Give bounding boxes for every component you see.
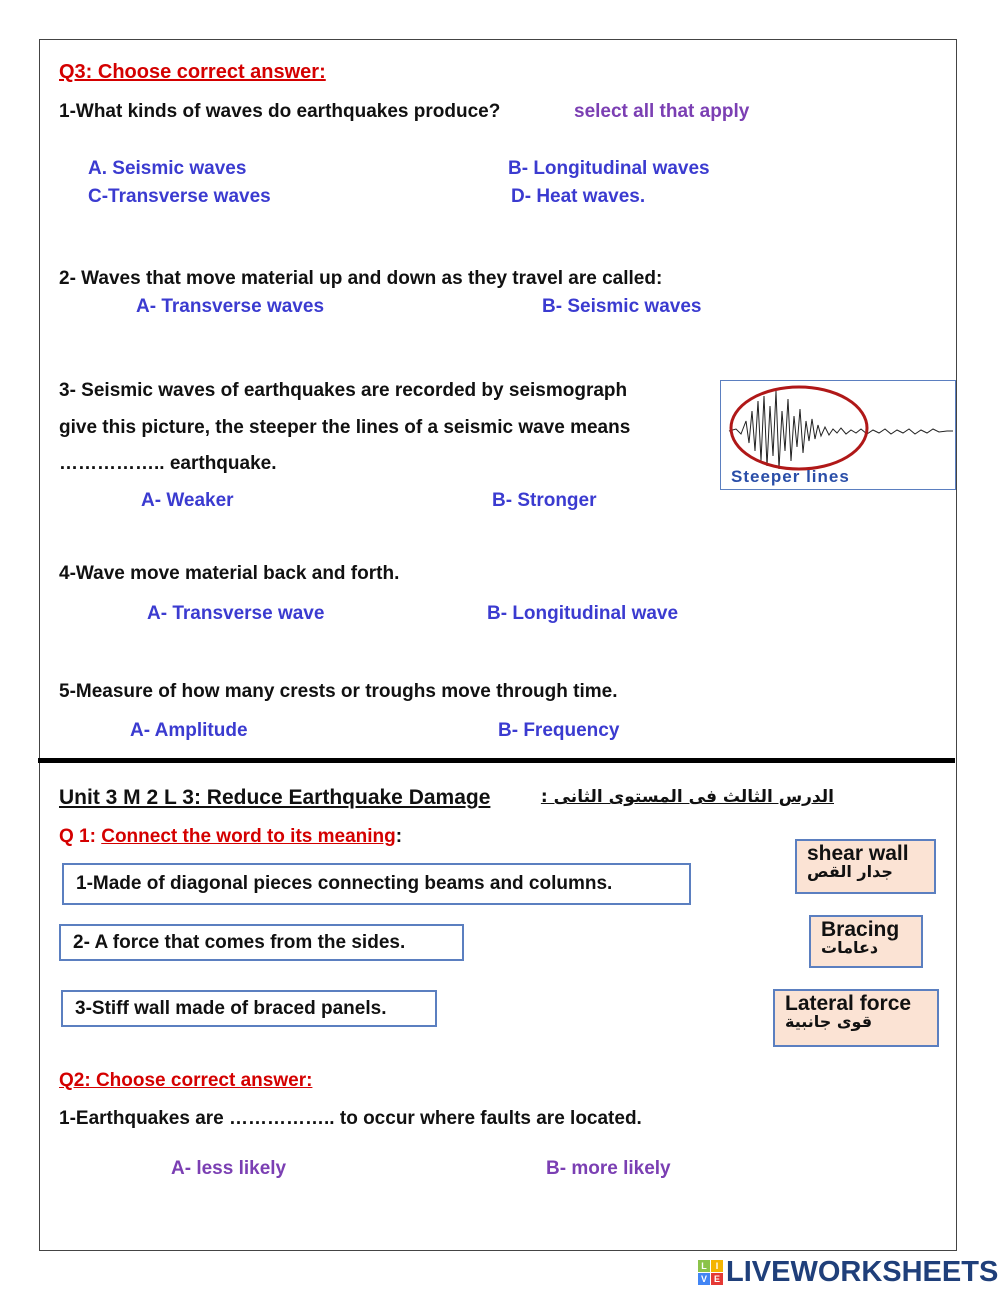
q1-instruction: Connect the word to its meaning [101, 826, 396, 847]
q2-heading: Q2: Choose correct answer: [59, 1070, 313, 1091]
q3-1-question: 1-What kinds of waves do earthquakes produce? [59, 101, 501, 122]
word-english: Bracing [821, 918, 900, 941]
q3-2-option-a[interactable]: A- Transverse waves [136, 296, 325, 317]
q3-3-question-line3: …………….. earthquake. [59, 453, 277, 474]
word-card-bracing[interactable] [809, 915, 923, 968]
word-english: Lateral force [785, 992, 912, 1015]
q1-connect-heading [59, 826, 402, 848]
unit-title: Unit 3 M 2 L 3: Reduce Earthquake Damage [59, 786, 491, 809]
definition-text: 2- A force that comes from the sides. [73, 931, 406, 953]
q3-heading: Q3: Choose correct answer: [59, 61, 326, 83]
q3-1-option-d[interactable]: D- Heat waves. [511, 186, 646, 207]
logo-mark-icon [698, 1260, 723, 1285]
q1-colon: : [395, 826, 403, 847]
q1-label: Q 1: [59, 826, 96, 847]
word-arabic: جدار القص [807, 862, 893, 881]
q3-2-question: 2- Waves that move material up and down as they travel are called: [59, 268, 663, 289]
q3-3-question-line2: give this picture, the steeper the lines of a seismic wave means [59, 417, 631, 438]
word-english: shear wall [807, 842, 909, 865]
seismograph-image [720, 380, 956, 490]
word-card-lateral-force[interactable] [773, 989, 939, 1047]
logo-mark-letter: L [698, 1260, 710, 1272]
seismograph-caption: Steeper lines [731, 467, 850, 486]
section-divider [38, 758, 955, 763]
definition-text: 3-Stiff wall made of braced panels. [75, 997, 387, 1019]
q3-3-option-b[interactable]: B- Stronger [492, 490, 597, 511]
logo-mark-letter: I [711, 1260, 723, 1272]
definition-box-1[interactable] [62, 863, 691, 905]
q3-2-option-b[interactable]: B- Seismic waves [542, 296, 702, 317]
q3-1-option-b[interactable]: B- Longitudinal waves [508, 158, 710, 179]
word-arabic: دعامات [821, 938, 879, 957]
logo-mark-letter: V [698, 1273, 710, 1285]
q3-4-question: 4-Wave move material back and forth. [59, 563, 400, 584]
q2-1-question: 1-Earthquakes are …………….. to occur where faults are located. [59, 1108, 642, 1129]
q3-1-option-a[interactable]: A. Seismic waves [88, 158, 247, 179]
q3-3-question-line1: 3- Seismic waves of earthquakes are recorded by seismograph [59, 380, 628, 401]
definition-text: 1-Made of diagonal pieces connecting beams and columns. [76, 873, 613, 894]
liveworksheets-logo [698, 1256, 998, 1289]
q3-5-option-a[interactable]: A- Amplitude [130, 720, 248, 741]
q3-1-hint: select all that apply [574, 101, 750, 122]
q2-1-option-b[interactable]: B- more likely [546, 1158, 671, 1179]
q2-1-option-a[interactable]: A- less likely [171, 1158, 287, 1179]
q3-4-option-b[interactable]: B- Longitudinal wave [487, 603, 679, 624]
logo-mark-letter: E [711, 1273, 723, 1285]
unit-arabic-title: الدرس الثالث فى المستوى الثانى : [540, 787, 834, 807]
q3-1-option-c[interactable]: C-Transverse waves [88, 186, 271, 207]
logo-text: LIVEWORKSHEETS [726, 1256, 999, 1288]
word-arabic: قوى جانبية [785, 1012, 873, 1031]
word-card-shear-wall[interactable] [795, 839, 936, 894]
q3-5-question: 5-Measure of how many crests or troughs move through time. [59, 681, 618, 702]
q3-4-option-a[interactable]: A- Transverse wave [147, 603, 325, 624]
q3-3-option-a[interactable]: A- Weaker [141, 490, 234, 511]
q3-5-option-b[interactable]: B- Frequency [498, 720, 620, 741]
definition-box-3[interactable] [61, 990, 437, 1027]
definition-box-2[interactable] [59, 924, 464, 961]
